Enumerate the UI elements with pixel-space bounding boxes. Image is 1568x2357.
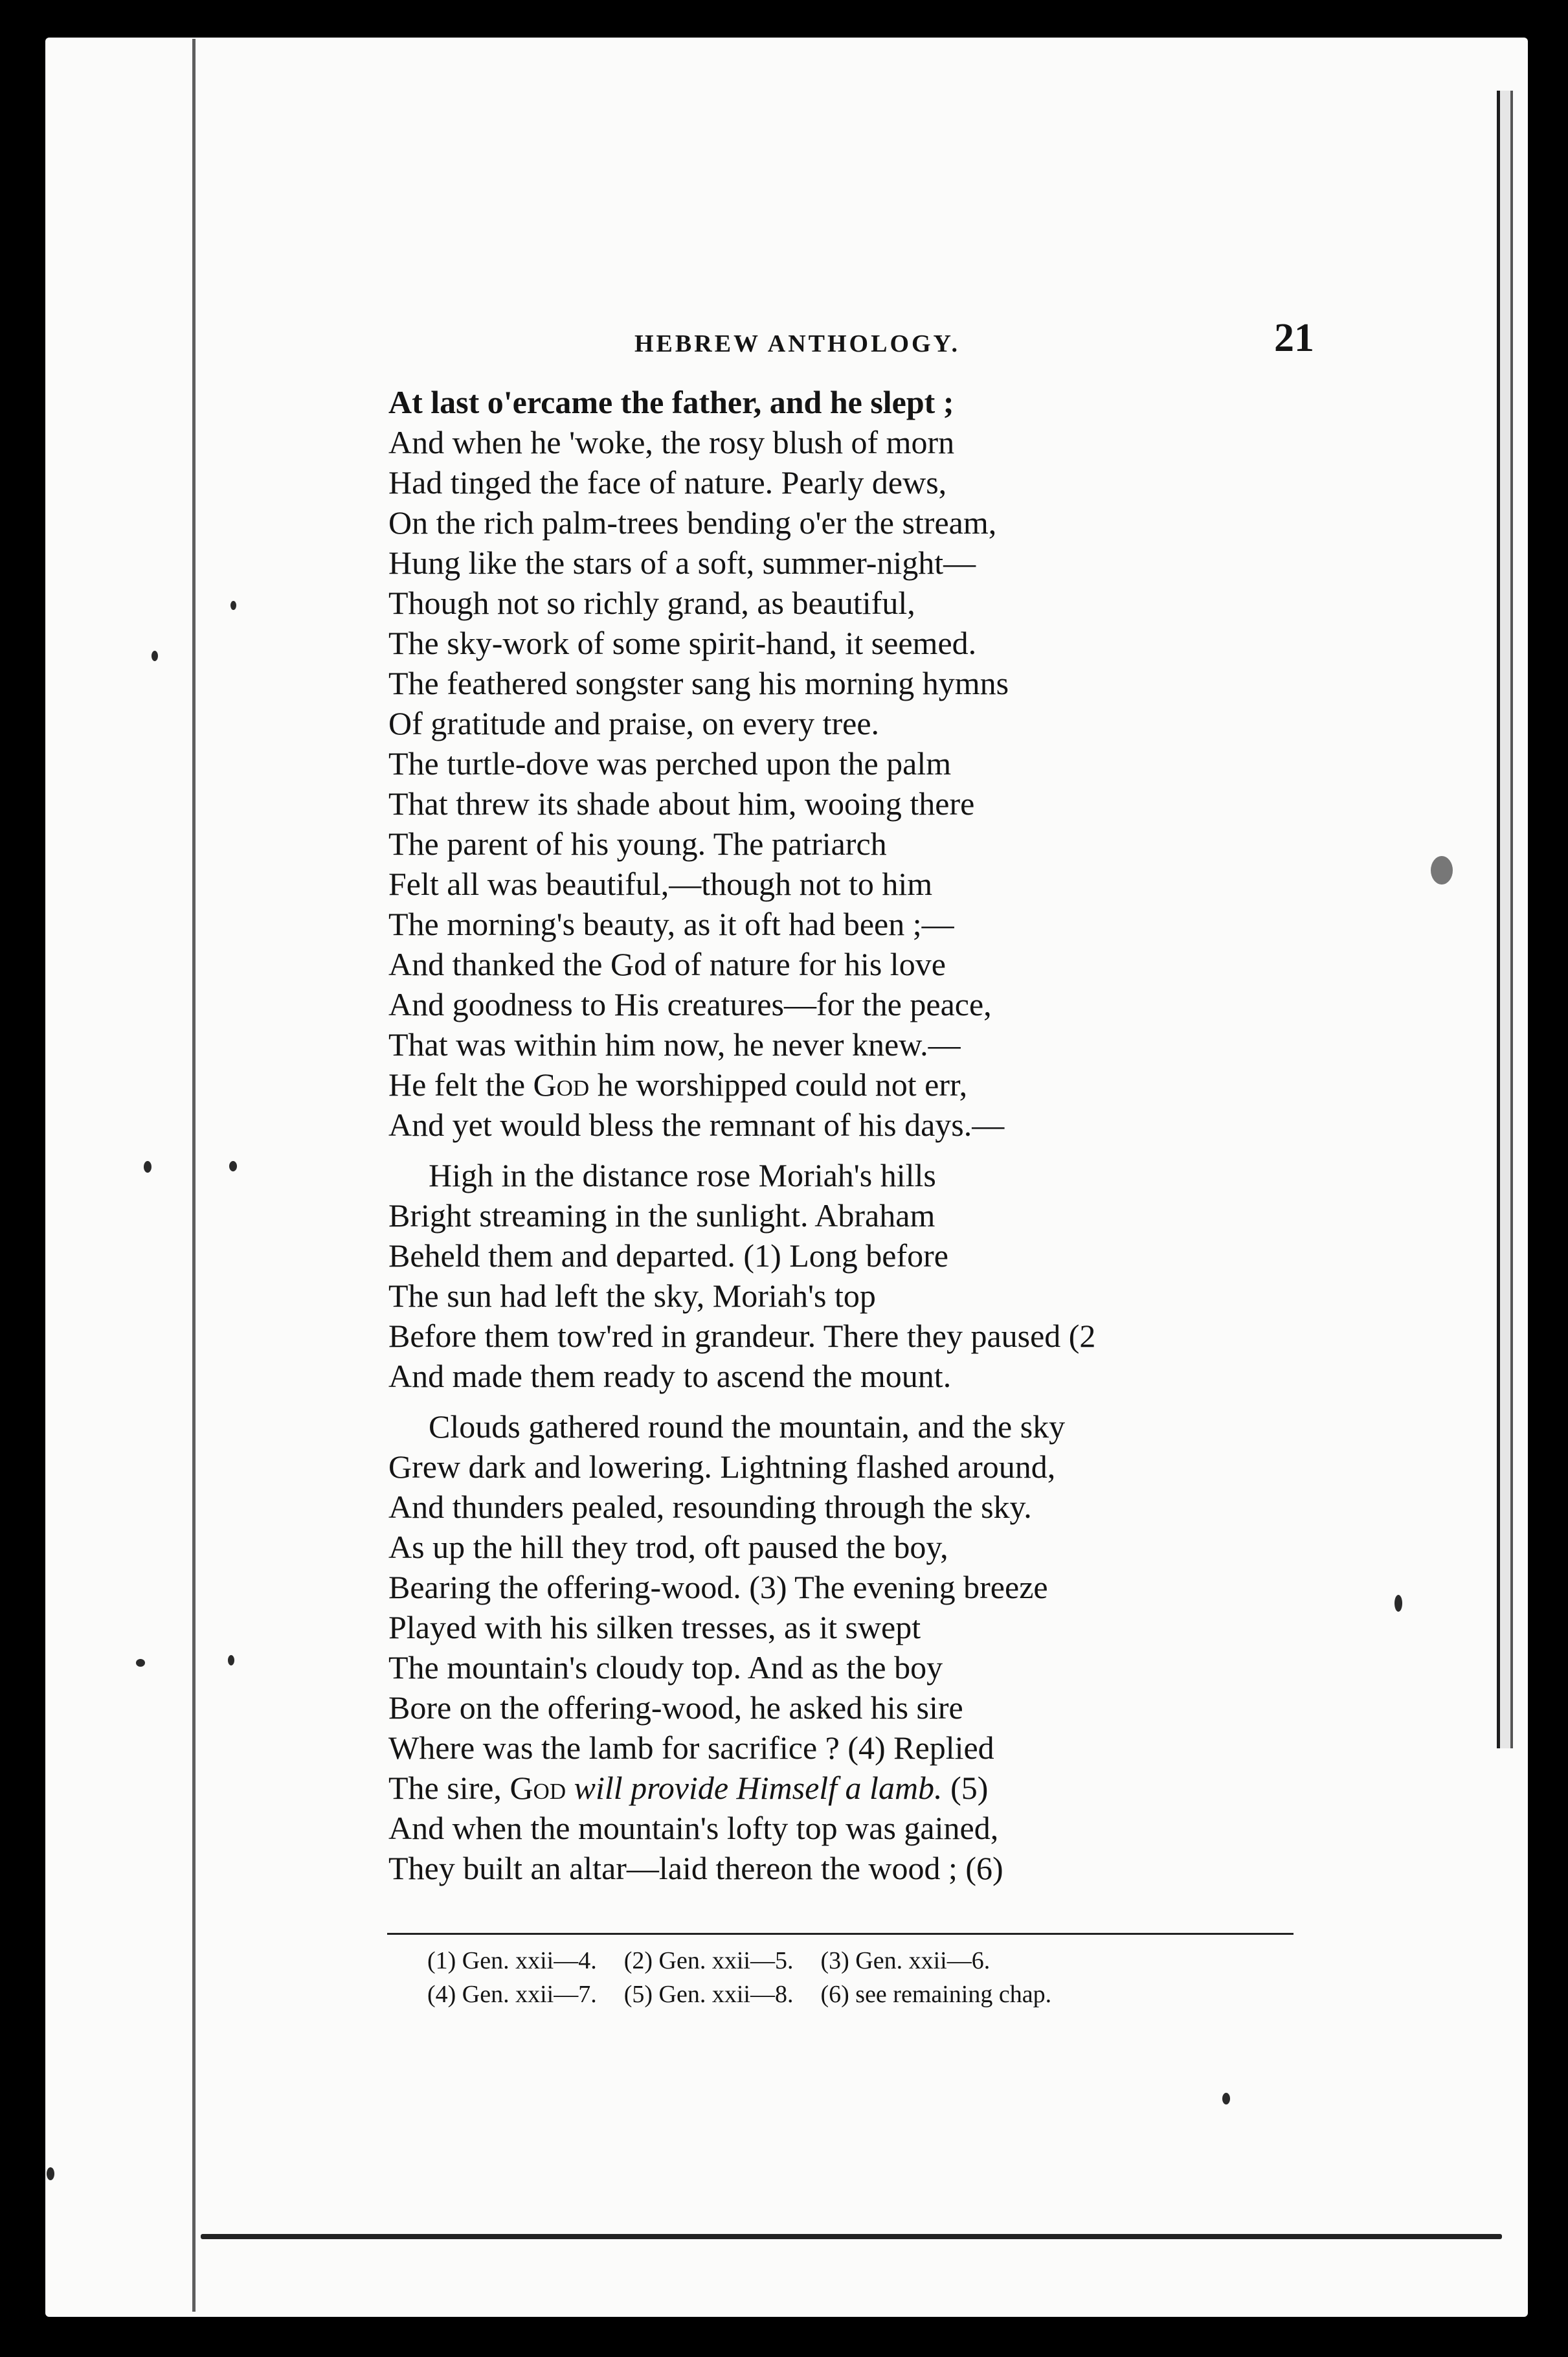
footnote: (4) Gen. xxii—7.	[427, 1981, 597, 2008]
footnote: (1) Gen. xxii—4.	[427, 1947, 597, 1974]
scan-speck	[1431, 856, 1453, 885]
poem-line: Had tinged the face of nature. Pearly dews,	[388, 464, 947, 501]
italic-phrase: will provide Himself a lamb.	[566, 1770, 943, 1806]
poem-line: Of gratitude and praise, on every tree.	[388, 705, 880, 741]
poem-line: Beheld them and departed. (1) Long before	[388, 1237, 948, 1274]
line-segment: He felt the	[388, 1066, 533, 1103]
poem-line: Though not so richly grand, as beautiful,	[388, 585, 915, 621]
poem-line: Bore on the offering-wood, he asked his sire	[388, 1689, 963, 1726]
poem-line: And goodness to His creatures—for the peace,	[388, 986, 992, 1022]
poem-line: Before them tow'red in grandeur. There they paused (2	[388, 1318, 1096, 1354]
poem-line: And thanked the God of nature for his love	[388, 946, 946, 982]
poem-line: The parent of his young. The patriarch	[388, 826, 887, 862]
running-head: HEBREW ANTHOLOGY.	[634, 330, 961, 357]
poem-line: And when the mountain's lofty top was gained,	[388, 1810, 999, 1846]
poem-line: And yet would bless the remnant of his days.—	[388, 1107, 1005, 1143]
footnote: (6) see remaining chap.	[820, 1981, 1052, 2008]
poem-line: Hung like the stars of a soft, summer-night—	[388, 545, 976, 581]
footnotes	[427, 1944, 1321, 2011]
poem-line: The mountain's cloudy top. And as the boy	[388, 1649, 943, 1686]
footnote-line	[427, 1944, 1321, 1978]
page-number: 21	[1274, 316, 1314, 360]
line-segment: he worshipped could not err,	[589, 1066, 968, 1103]
scan-speck	[151, 651, 158, 661]
poem-line: That threw its shade about him, wooing there	[388, 785, 975, 822]
page-edge-bottom	[201, 2234, 1502, 2239]
poem-line: Bright streaming in the sunlight. Abraham	[388, 1197, 935, 1234]
scan-speck	[1394, 1595, 1402, 1612]
poem-text	[388, 382, 1321, 1888]
poem-line: The morning's beauty, as it oft had been ;—	[388, 906, 954, 942]
poem-line: On the rich palm-trees bending o'er the stream,	[388, 504, 997, 541]
poem-line: The turtle-dove was perched upon the palm	[388, 745, 952, 782]
poem-line: Where was the lamb for sacrifice ? (4) Replied	[388, 1730, 994, 1766]
line-segment: (5)	[942, 1770, 989, 1806]
footnote: (3) Gen. xxii—6.	[820, 1947, 991, 1974]
page-edge-right	[1497, 91, 1513, 1748]
scan-speck	[230, 601, 236, 610]
poem-line: The sun had left the sky, Moriah's top	[388, 1278, 876, 1314]
footnote: (2) Gen. xxii—5.	[623, 1947, 794, 1974]
poem-line: Grew dark and lowering. Lightning flashed around,	[388, 1449, 1056, 1485]
poem-line: Felt all was beautiful,—though not to him	[388, 866, 933, 902]
poem-line: That was within him now, he never knew.—	[388, 1026, 961, 1063]
scan-speck	[47, 2167, 54, 2180]
small-caps-word: God	[510, 1770, 566, 1806]
poem-line: And when he 'woke, the rosy blush of morn	[388, 424, 955, 460]
poem-line	[388, 1768, 1321, 1808]
page-header	[388, 315, 1314, 380]
poem-line: Bearing the offering-wood. (3) The evening breeze	[388, 1569, 1048, 1605]
binding-fold-line	[192, 39, 196, 2312]
footnote: (5) Gen. xxii—8.	[623, 1981, 794, 2008]
footnote-line	[427, 1978, 1321, 2011]
poem-line: The feathered songster sang his morning hymns	[388, 665, 1009, 701]
scan-speck	[136, 1659, 145, 1667]
scan-speck	[228, 1655, 234, 1665]
poem-line	[388, 1065, 1321, 1105]
poem-line: And made them ready to ascend the mount.	[388, 1358, 952, 1394]
poem-line: High in the distance rose Moriah's hills	[429, 1157, 936, 1193]
poem-line: Played with his silken tresses, as it swept	[388, 1609, 921, 1645]
poem-line: As up the hill they trod, oft paused the boy,	[388, 1529, 948, 1565]
poem-line: The sky-work of some spirit-hand, it seemed.	[388, 625, 977, 661]
scan-speck	[144, 1161, 151, 1173]
scan-speck	[229, 1161, 237, 1171]
poem-line: Clouds gathered round the mountain, and the sky	[429, 1408, 1066, 1445]
footnote-rule	[387, 1933, 1294, 1935]
small-caps-word: God	[533, 1066, 590, 1103]
poem-line: At last o'ercame the father, and he slept ;	[388, 384, 954, 420]
scan-speck	[1222, 2093, 1230, 2104]
poem-line: And thunders pealed, resounding through the sky.	[388, 1489, 1032, 1525]
poem-line: They built an altar—laid thereon the wood ; (6)	[388, 1850, 1003, 1886]
line-segment: The sire,	[388, 1770, 510, 1806]
